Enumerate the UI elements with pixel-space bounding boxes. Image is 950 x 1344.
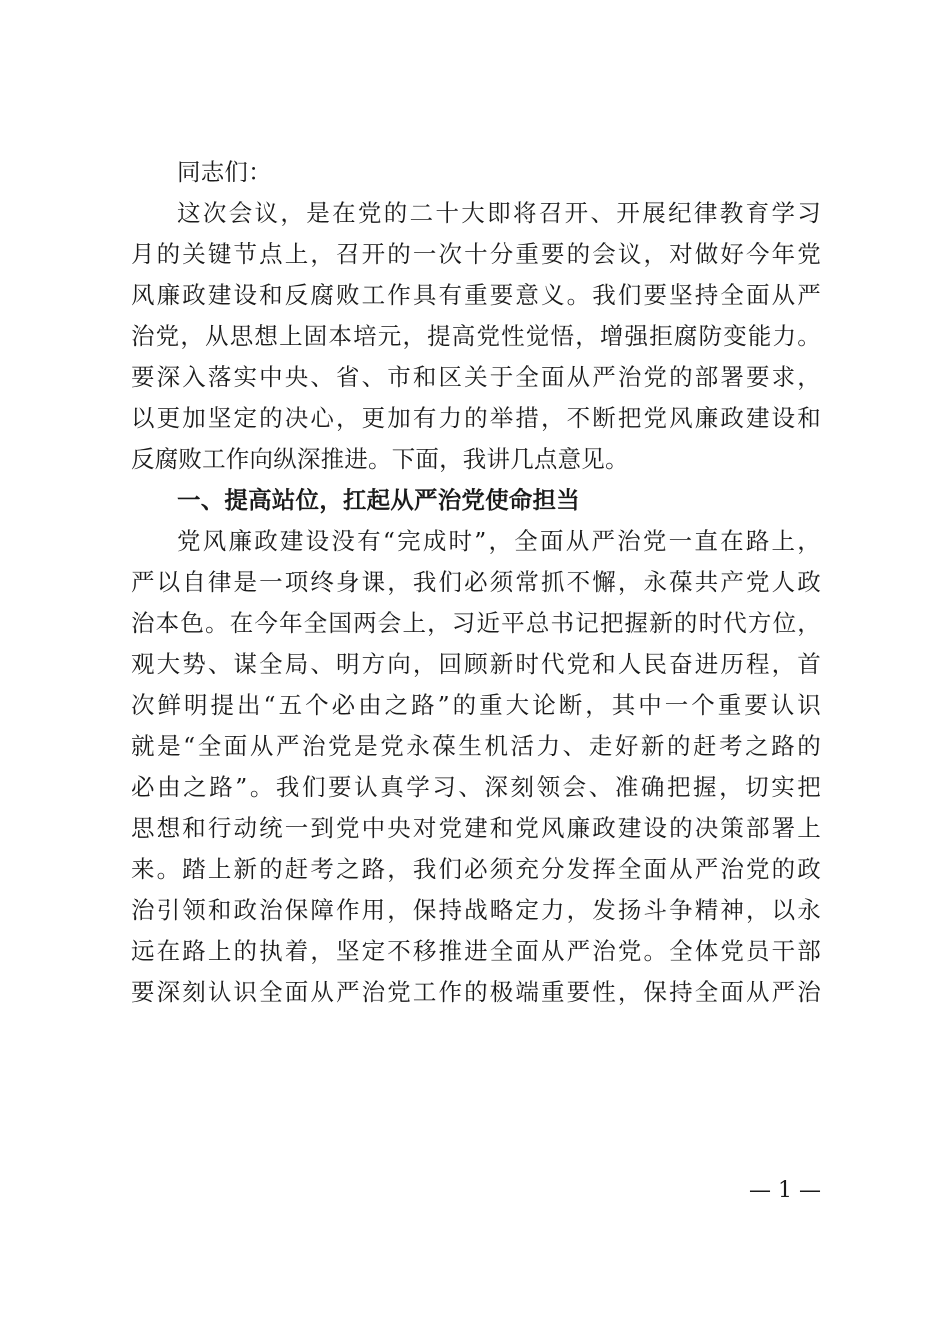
paragraph-1-line-7: 反腐败工作向纵深推进。下面，我讲几点意见。: [131, 445, 629, 473]
paragraph-1-line-1: 这次会议，是在党的二十大即将召开、开展纪律教育学习: [177, 199, 821, 227]
paragraph-2-line-5: 次鲜明提出“五个必由之路”的重大论断，其中一个重要认识: [131, 691, 821, 719]
paragraph-1-line-4: 治党，从思想上固本培元，提高党性觉悟，增强拒腐防变能力。: [131, 322, 821, 350]
section-heading-1: 一、提高站位，扛起从严治党使命担当: [177, 486, 580, 514]
paragraph-2-line-4: 观大势、谋全局、明方向，回顾新时代党和人民奋进历程，首: [131, 650, 821, 678]
paragraph-2-line-11: 远在路上的执着，坚定不移推进全面从严治党。全体党员干部: [131, 937, 821, 965]
paragraph-2-line-10: 治引领和政治保障作用，保持战略定力，发扬斗争精神，以永: [131, 896, 821, 924]
paragraph-2-line-6: 就是“全面从严治党是党永葆生机活力、走好新的赶考之路的: [131, 732, 821, 760]
paragraph-2-line-8: 思想和行动统一到党中央对党建和党风廉政建设的决策部署上: [131, 814, 821, 842]
paragraph-1-line-2: 月的关键节点上，召开的一次十分重要的会议，对做好今年党: [131, 240, 821, 268]
paragraph-2-line-1: 党风廉政建设没有“完成时”，全面从严治党一直在路上，: [177, 527, 821, 555]
paragraph-2-line-9: 来。踏上新的赶考之路，我们必须充分发挥全面从严治党的政: [131, 855, 821, 883]
paragraph-2-line-2: 严以自律是一项终身课，我们必须常抓不懈，永葆共产党人政: [131, 568, 821, 596]
salutation: 同志们：: [177, 158, 272, 186]
paragraph-2-line-12: 要深刻认识全面从严治党工作的极端重要性，保持全面从严治: [131, 978, 821, 1006]
document-body: [131, 152, 821, 1013]
paragraph-2-line-3: 治本色。在今年全国两会上，习近平总书记把握新的时代方位，: [131, 609, 821, 637]
paragraph-1-line-5: 要深入落实中央、省、市和区关于全面从严治党的部署要求，: [131, 363, 821, 391]
paragraph-2-line-7: 必由之路”。我们要认真学习、深刻领会、准确把握，切实把: [131, 773, 821, 801]
paragraph-1-line-3: 风廉政建设和反腐败工作具有重要意义。我们要坚持全面从严: [131, 281, 821, 309]
page-number: — 1 —: [749, 1178, 821, 1203]
paragraph-1-line-6: 以更加坚定的决心，更加有力的举措，不断把党风廉政建设和: [131, 404, 821, 432]
